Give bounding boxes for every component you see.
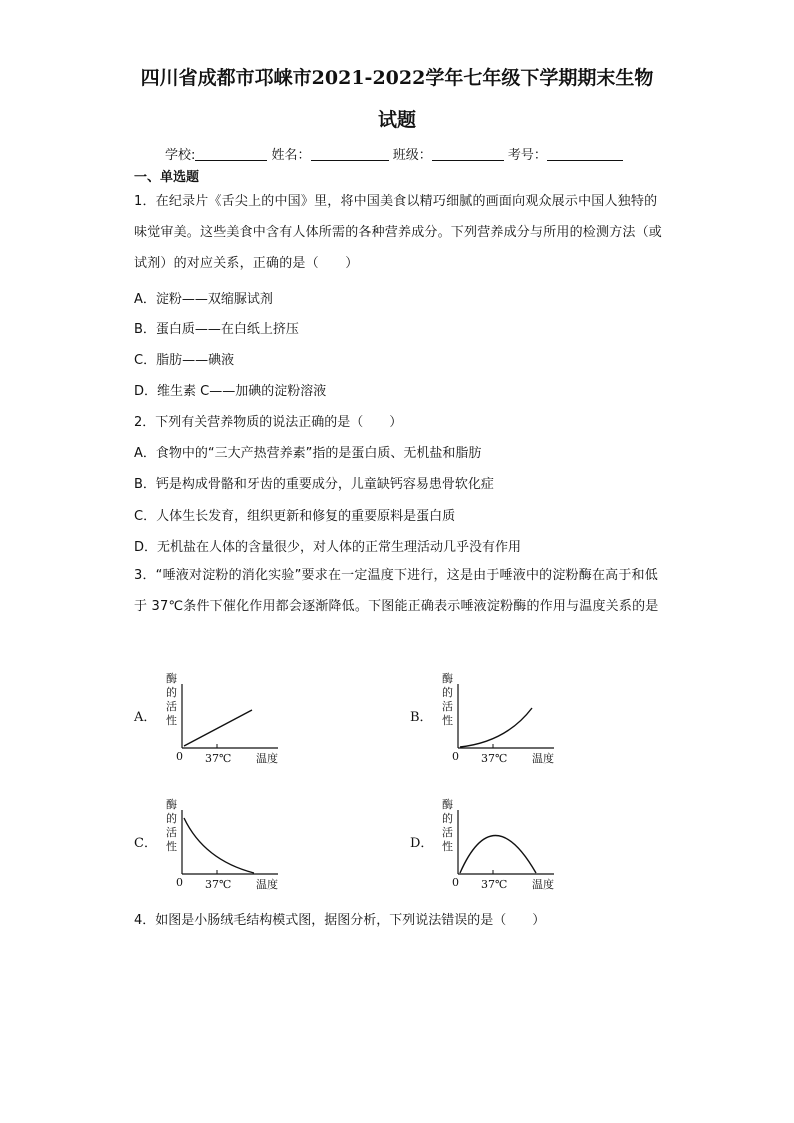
svg-text:的: 的: [442, 686, 453, 699]
class-blank[interactable]: [432, 146, 504, 161]
question-1-option-d: D．维生素 C——加碘的淀粉溶液: [134, 384, 327, 399]
svg-text:活: 活: [442, 826, 453, 839]
svg-text:性: 性: [442, 714, 453, 727]
graph-d: [436, 794, 566, 898]
question-4-stem: 4．如图是小肠绒毛结构模式图，据图分析，下列说法错误的是（ ）: [134, 913, 546, 928]
svg-text:活: 活: [166, 826, 177, 839]
origin-label: 0: [452, 750, 459, 763]
tick-label: 37℃: [205, 878, 232, 891]
name-blank[interactable]: [311, 146, 389, 161]
question-3-stem: 3．“唾液对淀粉的消化实验”要求在一定温度下进行，这是由于唾液中的淀粉酶在高于和低于 37℃条件下催化作用都会逐渐降低。下图能正确表示唾液淀粉酶的作用与温度关系的是: [134, 568, 659, 614]
graph-d-label: D．: [410, 836, 434, 851]
graph-b: [436, 668, 566, 772]
graph-c-label: C．: [134, 836, 157, 851]
x-axis-label: 温度: [256, 878, 278, 891]
origin-label: 0: [176, 750, 183, 763]
svg-text:酶: 酶: [442, 672, 453, 685]
student-info-row: [165, 144, 623, 163]
section-heading: 一、单选题: [134, 170, 200, 185]
x-axis-label: 温度: [532, 752, 554, 765]
question-1-option-a: A．淀粉——双缩脲试剂: [134, 292, 273, 307]
document-title: [100, 64, 694, 134]
graph-a: [160, 668, 290, 772]
origin-label: 0: [452, 876, 459, 889]
title-line-1: 四川省成都市邛崃市2021-2022学年七年级下学期期末生物: [140, 67, 654, 89]
svg-text:酶: 酶: [442, 798, 453, 811]
question-1-option-b: B．蛋白质——在白纸上挤压: [134, 322, 299, 337]
y-axis-label: [166, 671, 177, 727]
svg-text:酶: 酶: [166, 798, 177, 811]
question-2-option-c: C．人体生长发育，组织更新和修复的重要原料是蛋白质: [134, 509, 456, 524]
title-line-2: 试题: [377, 109, 416, 131]
question-2-stem: 2．下列有关营养物质的说法正确的是（ ）: [134, 415, 403, 430]
tick-label: 37℃: [481, 752, 508, 765]
x-axis-label: 温度: [256, 752, 278, 765]
question-2-option-a: A．食物中的“三大产热营养素”指的是蛋白质、无机盐和脂肪: [134, 446, 482, 461]
tick-label: 37℃: [205, 752, 232, 765]
number-blank[interactable]: [547, 146, 623, 161]
origin-label: 0: [176, 876, 183, 889]
class-label: 班级：: [392, 148, 432, 163]
tick-label: 37℃: [481, 878, 508, 891]
svg-text:性: 性: [166, 840, 177, 853]
curve-linear: [184, 710, 252, 746]
question-2-option-b: B．钙是构成骨骼和牙齿的重要成分，儿童缺钙容易患骨软化症: [134, 477, 494, 492]
school-blank[interactable]: [195, 146, 267, 161]
svg-text:活: 活: [166, 700, 177, 713]
svg-text:的: 的: [442, 812, 453, 825]
question-1-stem: 1．在纪录片《舌尖上的中国》里，将中国美食以精巧细腻的画面向观众展示中国人独特的味觉审美。这些美食中含有人体所需的各种营养成分。下列营养成分与所用的检测方法（或试剂）的对应关系，正确的是（ ）: [134, 194, 663, 271]
svg-text:的: 的: [166, 812, 177, 825]
question-2-option-d: D．无机盐在人体的含量很少，对人体的正常生理活动几乎没有作用: [134, 540, 522, 555]
svg-text:酶: 酶: [166, 672, 177, 685]
svg-text:的: 的: [166, 686, 177, 699]
svg-text:性: 性: [166, 714, 177, 727]
y-axis-label: [442, 671, 453, 727]
curve-decreasing: [184, 818, 254, 873]
y-axis-label: [166, 797, 177, 853]
name-label: 姓名：: [271, 148, 311, 163]
graph-c: [160, 794, 290, 898]
svg-text:活: 活: [442, 700, 453, 713]
school-label: 学校:: [165, 148, 196, 163]
svg-text:性: 性: [442, 840, 453, 853]
graph-a-label: A．: [134, 710, 157, 725]
y-axis-label: [442, 797, 453, 853]
number-label: 考号：: [507, 148, 547, 163]
question-1-option-c: C．脂肪——碘液: [134, 353, 235, 368]
graph-b-label: B．: [410, 710, 433, 725]
curve-bell: [460, 836, 536, 874]
curve-exponential: [460, 708, 532, 747]
x-axis-label: 温度: [532, 878, 554, 891]
